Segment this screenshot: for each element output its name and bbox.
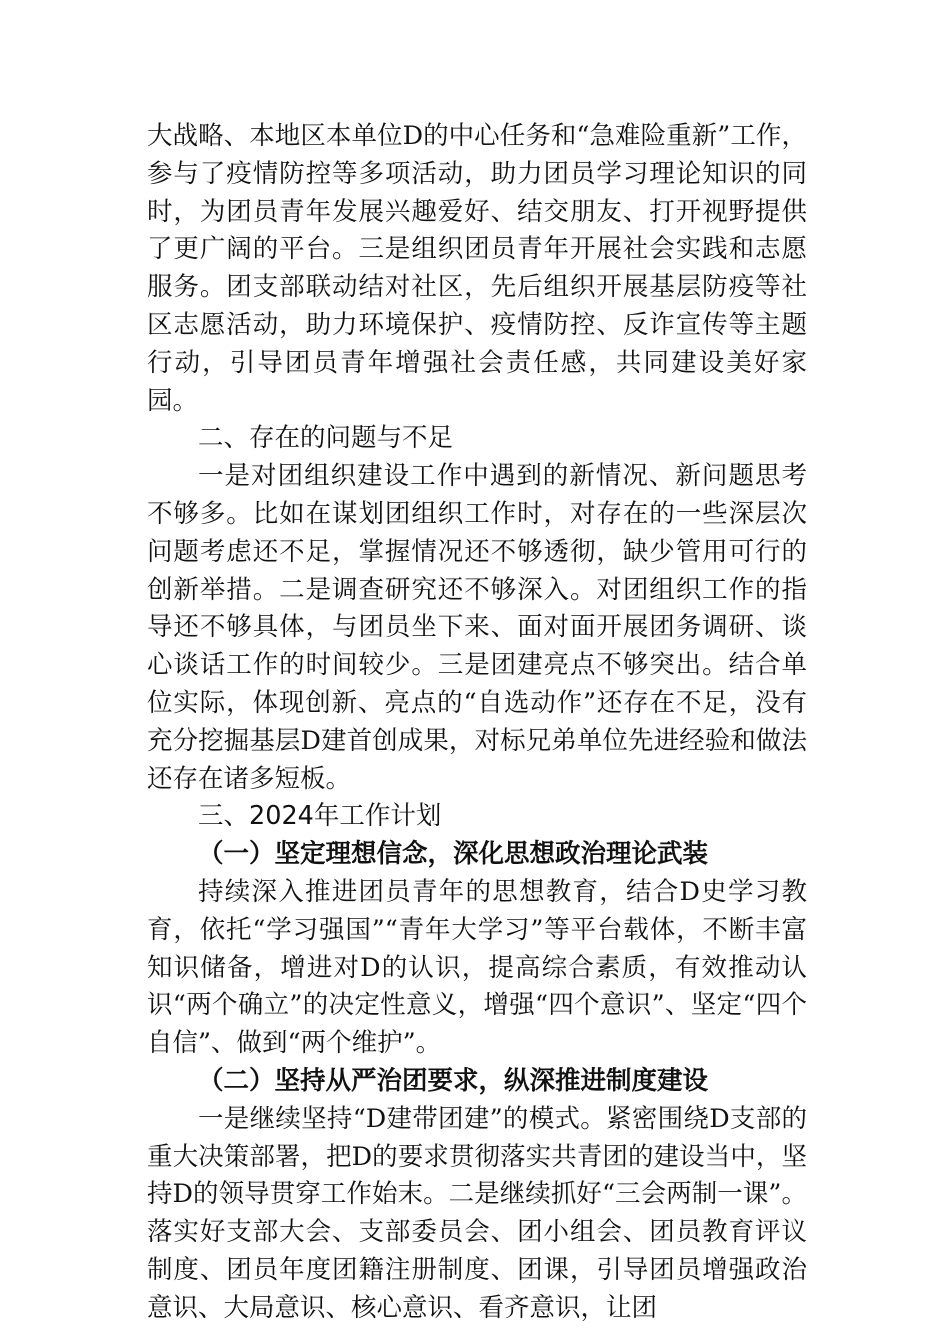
subheading-system-building: （二）坚持从严治团要求，纵深推进制度建设 xyxy=(198,1065,709,1096)
section-heading-problems: 二、存在的问题与不足 xyxy=(198,423,454,454)
subheading-ideals: （一）坚定理想信念，深化思想政治理论武装 xyxy=(198,839,709,870)
section-heading-work-plan: 三、2024年工作计划 xyxy=(198,801,442,832)
document-page xyxy=(147,118,807,1328)
paragraph-system-building: 一是继续坚持“D建带团建”的模式。紧密围绕D支部的重大决策部署，把D的要求贯彻落实共青团的建设当中，坚持D的领导贯穿工作始末。二是继续抓好“三会两制一课”。落实好支部大会、支部委员会、团小组会、团员教育评议制度、团员年度团籍注册制度、团课，引导团员增强政治意识、大局意识、核心意识、看齐意识，让团 xyxy=(147,1103,807,1323)
paragraph-volunteer-service: 大战略、本地区本单位D的中心任务和“急难险重新”工作，参与了疫情防控等多项活动，助力团员学习理论知识的同时，为团员青年发展兴趣爱好、结交朋友、打开视野提供了更广阔的平台。三是组织团员青年开展社会实践和志愿服务。团支部联动结对社区，先后组织开展基层防疫等社区志愿活动，助力环境保护、疫情防控、反诈宣传等主题行动，引导团员青年增强社会责任感，共同建设美好家园。 xyxy=(147,121,807,416)
paragraph-ideals: 持续深入推进团员青年的思想教育，结合D史学习教育，依托“学习强国”“青年大学习”等平台载体，不断丰富知识储备，增进对D的认识，提高综合素质，有效推动认识“两个确立”的决定性意义，增强“四个意识”、坚定“四个自信”、做到“两个维护”。 xyxy=(147,876,807,1059)
paragraph-problems: 一是对团组织建设工作中遇到的新情况、新问题思考不够多。比如在谋划团组织工作时，对存在的一些深层次问题考虑还不足，掌握情况还不够透彻，缺少管用可行的创新举措。二是调查研究还不够深入。对团组织工作的指导还不够具体，与团员坐下来、面对面开展团务调研、谈心谈话工作的时间较少。三是团建亮点不够突出。结合单位实际，体现创新、亮点的“自选动作”还存在不足，没有充分挖掘基层D建首创成果，对标兄弟单位先进经验和做法还存在诸多短板。 xyxy=(147,461,807,794)
